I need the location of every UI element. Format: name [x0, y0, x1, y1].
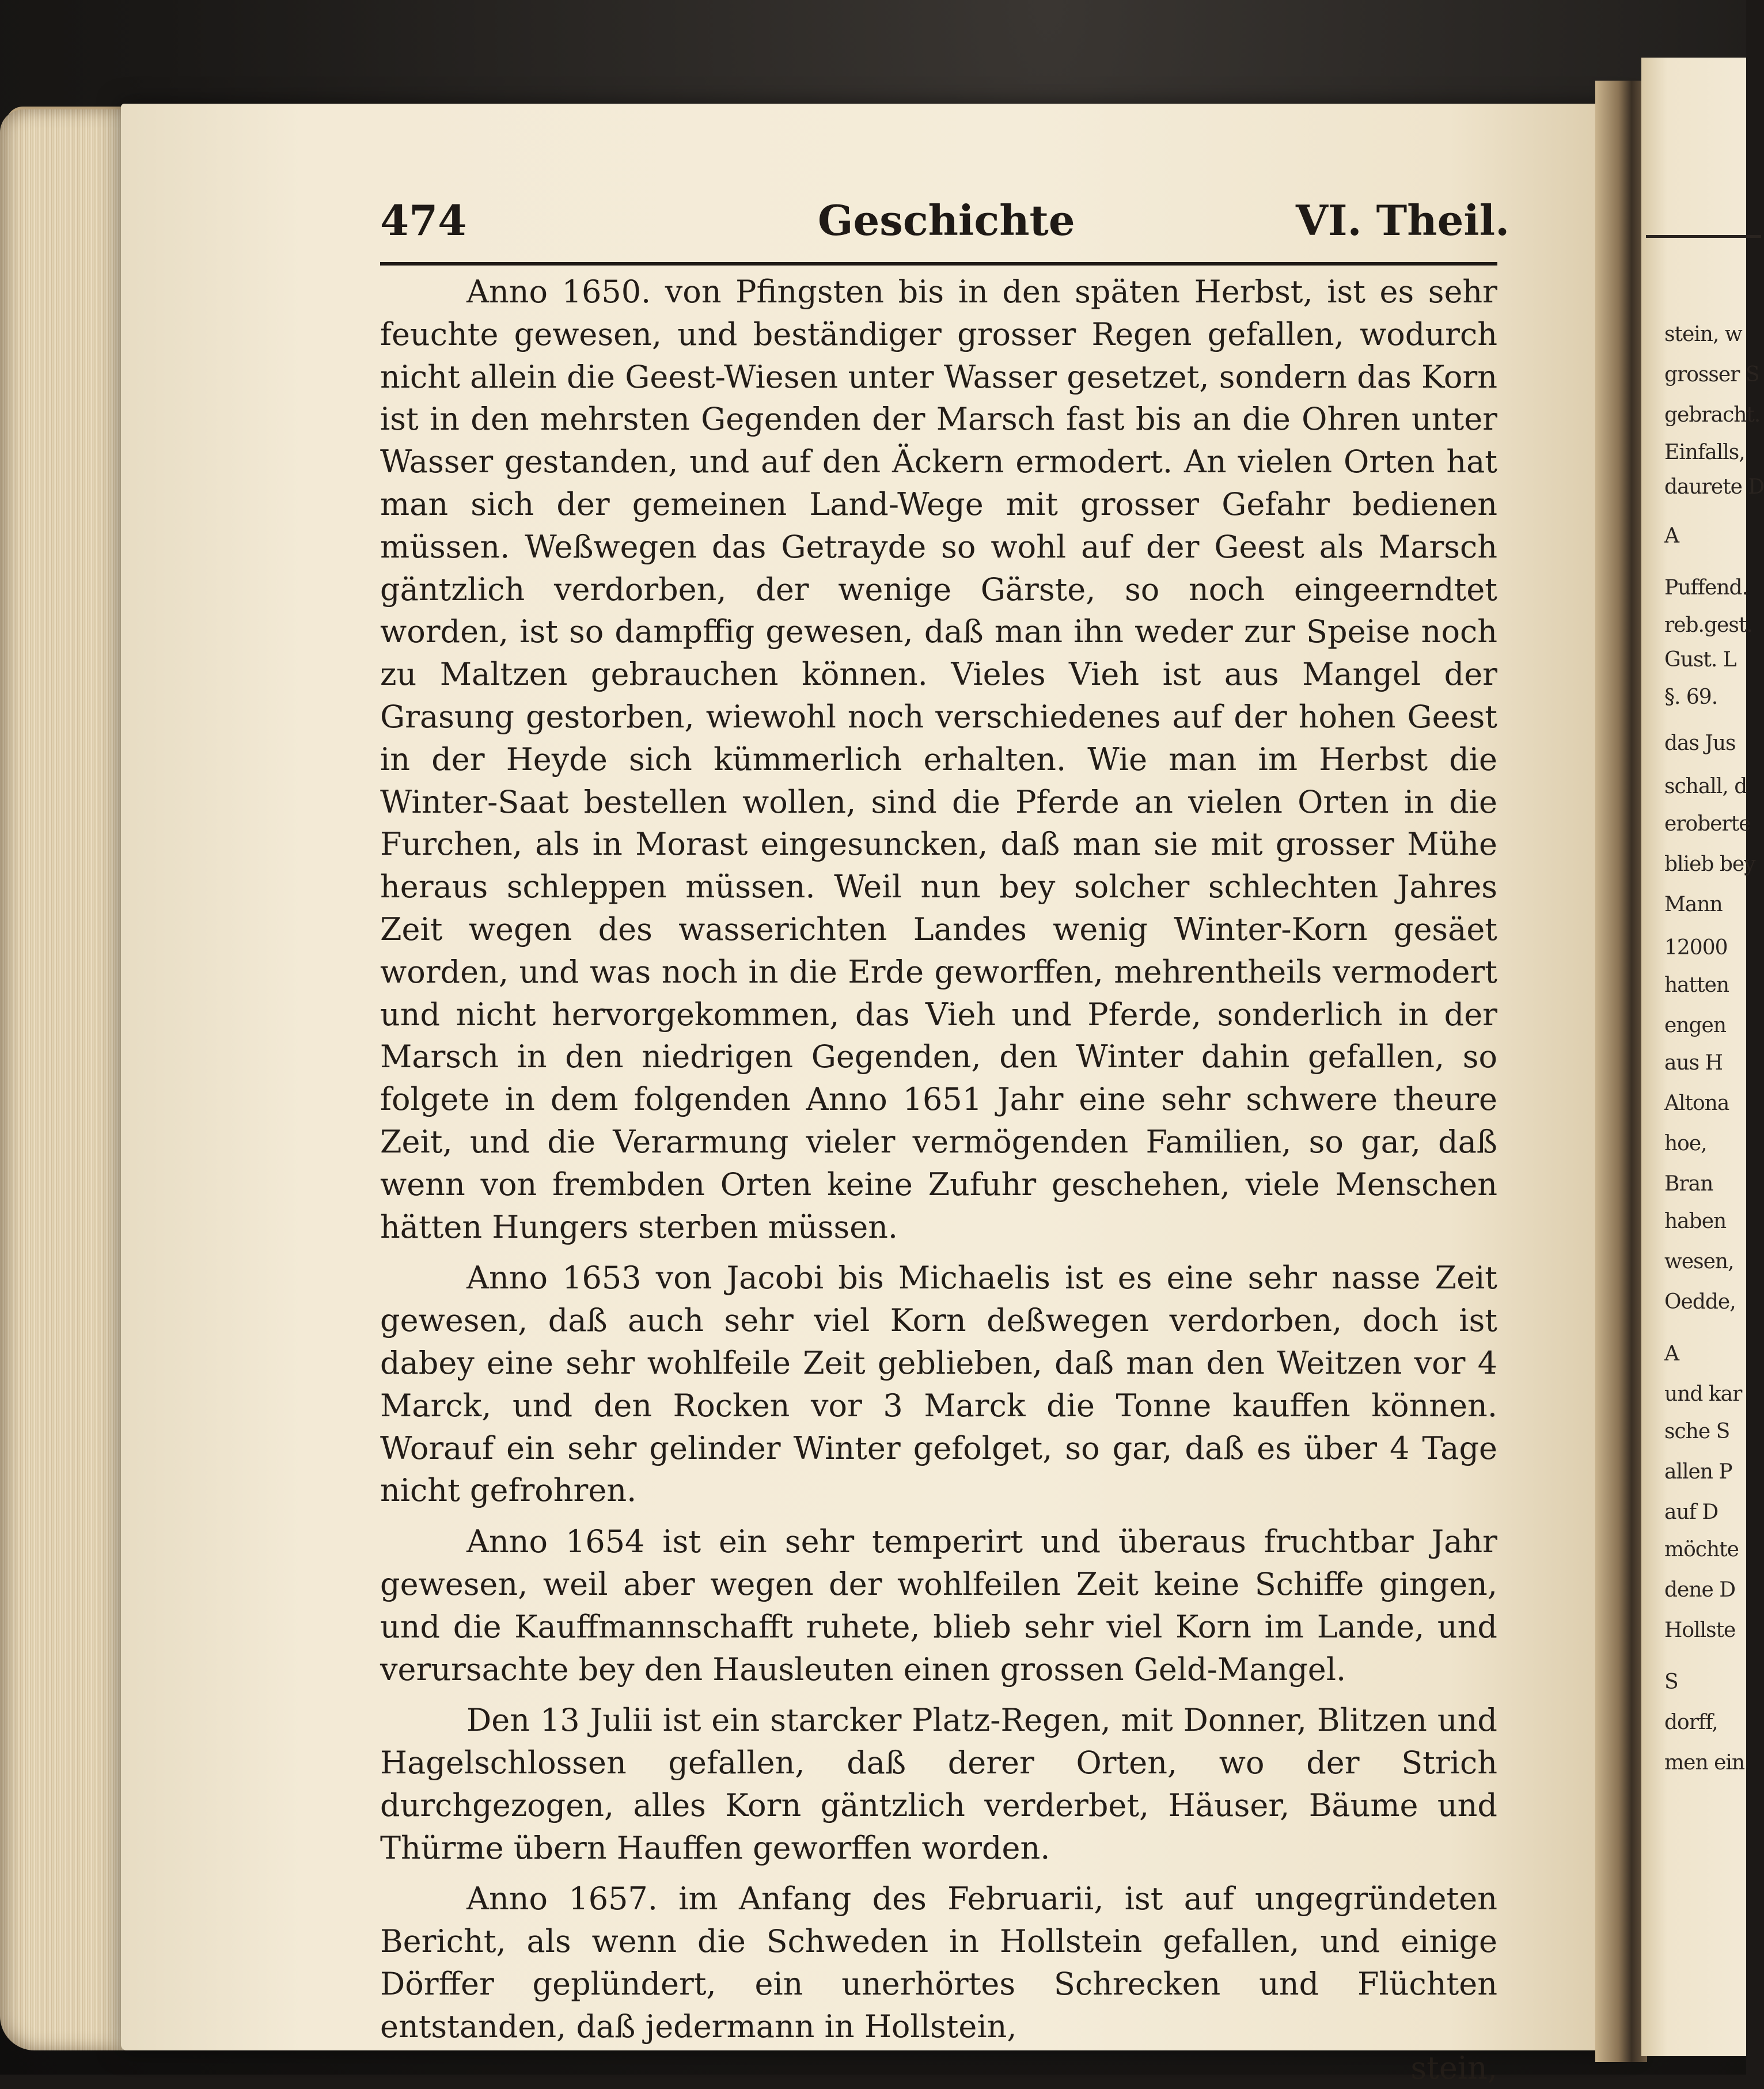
right-page-fragment: reb.gest.	[1664, 613, 1752, 637]
right-page-fragment: Hollste	[1664, 1618, 1736, 1642]
paragraph-text: Anno 1650. von Pfingsten bis in den späten Herbst, ist es sehr feuchte gewesen, und beständiger grosser Regen gefallen, wodurch nicht allein die Geest-Wiesen unter Wasser gesetzet, sondern das Korn ist in den mehrsten Gegenden der Marsch fast bis an die Ohren unter Wasser gestanden, und auf den Äckern ermodert. An vielen Orten hat man sich der gemeinen Land-Wege mit grosser Gefahr bedienen müssen. Weßwegen das Getraydе so wohl auf der Geest als Marsch gäntzlich verdorben, der wenige Gärste, so noch eingeerndtet worden, ist so dampffig gewesen, daß man ihn weder zur Speise noch zu Maltzen gebrauchen können. Vieles Vieh ist aus Mangel der Grasung gestorben, wiewohl noch verschiedenes auf der hohen Geest in der Heyde sich kümmerlich erhalten. Wie man im Herbst die Winter-Saat bestellen wollen, sind die Pferde an vielen Orten in die Furchen, als in Morast eingesuncken, daß man sie mit grosser Mühe heraus schleppen müssen. Weil nun bey solcher schlechten Jahres Zeit wegen des wasserichten Landes wenig Winter-Korn gesäet worden, und was noch in die Erde geworffen, mehrentheils vermodert und nicht hervorgekommen, das Vieh und Pferde, sonderlich in der Marsch in den niedrigen Gegenden, den Winter dahin gefallen, so folgete in dem folgenden Anno 1651 Jahr eine sehr schwere theure Zeit, und die Verarmung vieler vermögenden Familien, so gar, daß wenn von frembden Orten keine Zufuhr geschehen, viele Menschen hätten Hungers sterben müssen.	[380, 274, 1497, 1245]
paragraph-text: Anno 1657. im Anfang des Februarii, ist auf ungegründeten Bericht, als wenn die Schweden in Hollstein gefallen, und einige Dörffer geplündert, ein unerhörtes Schrecken und Flüchten entstanden, daß jedermann in Hollstein,	[380, 1881, 1497, 2045]
right-page-fragment: grosser S	[1664, 363, 1759, 386]
right-page-fragment: gebracht.	[1664, 403, 1761, 427]
right-page-fragment: schall, d	[1664, 775, 1747, 798]
right-page-fragment: hatten	[1664, 973, 1729, 997]
part-label: VI. Theil.	[1296, 196, 1510, 245]
paragraph	[380, 1699, 1497, 1869]
right-page-fragment: sche S	[1664, 1420, 1730, 1443]
right-page-fragment: haben	[1664, 1210, 1727, 1233]
paragraph	[380, 1257, 1497, 1512]
right-page-fragment: Einfalls,	[1664, 441, 1745, 464]
paragraph	[380, 1521, 1497, 1690]
right-page-fragment: das Jus	[1664, 731, 1736, 755]
right-page-fragment: Puffend.	[1664, 576, 1748, 600]
right-page-fragment: eroberte	[1664, 812, 1751, 836]
right-page-fragment: blieb bey	[1664, 852, 1755, 876]
right-page-fragment: hoe,	[1664, 1132, 1707, 1155]
right-page-fragment: und kar	[1664, 1382, 1742, 1406]
right-page-fragment: Altona	[1664, 1091, 1729, 1115]
paragraph	[380, 1878, 1497, 2048]
body-text	[380, 271, 1497, 2089]
header-rule	[380, 262, 1497, 266]
right-page-fragment: Bran	[1664, 1172, 1713, 1196]
right-page-fragment: stein, w	[1664, 323, 1742, 346]
catchword: stein,	[1410, 2049, 1497, 2086]
right-page-fragment: engen	[1664, 1014, 1727, 1037]
book-gutter	[1595, 81, 1647, 2062]
paragraph-text: Anno 1653 von Jacobi bis Michaelis ist es eine sehr nasse Zeit gewesen, daß auch sehr viel Korn deßwegen verdorben, doch ist dabey eine sehr wohlfeile Zeit geblieben, daß man den Weitzen vor 4 Marck, und den Rocken vor 3 Marck die Tonne kauffen können. Worauf ein sehr gelinder Winter gefolget, so gar, daß es über 4 Tage nicht gefrohren.	[380, 1260, 1497, 1509]
right-page-fragment: möchte	[1664, 1538, 1739, 1561]
right-page-fragment: A	[1664, 1342, 1679, 1366]
right-page-fragment: daurete D	[1664, 475, 1764, 499]
right-page-fragment: wesen,	[1664, 1250, 1734, 1273]
paragraph-text: Den 13 Julii ist ein starcker Platz-Regen, mit Donner, Blitzen und Hagelschlossen gefallen, daß derer Orten, wo der Strich durchgezogen, alles Korn gäntzlich verderbet, Häuser, Bäume und Thürme übern Hauffen geworffen worden.	[380, 1702, 1497, 1866]
right-page-fragment: auf D	[1664, 1500, 1719, 1524]
right-page-fragment: Gust. L	[1664, 648, 1736, 672]
right-page-fragment: men ein	[1664, 1751, 1745, 1775]
right-page-fragment: S	[1664, 1670, 1678, 1694]
right-page-fragment: 12000	[1664, 936, 1728, 960]
paragraph-text: Anno 1654 ist ein sehr temperirt und überaus fruchtbar Jahr gewesen, weil aber wegen der wohlfeilen Zeit keine Schiffe gingen, und die Kauffmannschafft ruhete, blieb sehr viel Korn im Lande, und verursachte bey den Hausleuten einen grossen Geld-Mangel.	[380, 1523, 1497, 1688]
right-page-fragment: §. 69.	[1664, 685, 1718, 709]
book-page-right	[1641, 58, 1764, 2056]
right-page-fragment: Mann	[1664, 893, 1723, 916]
page-number: 474	[380, 196, 467, 245]
right-page-fragment: dene D	[1664, 1578, 1736, 1602]
right-page-header-rule	[1646, 235, 1761, 238]
right-page-fragment: Oedde,	[1664, 1290, 1736, 1314]
right-page-fragment: allen P	[1664, 1460, 1732, 1484]
right-page-fragment: A	[1664, 524, 1679, 548]
running-title: Geschichte	[818, 196, 1075, 245]
paragraph	[380, 271, 1497, 1248]
right-page-fragment: dorff,	[1664, 1711, 1718, 1734]
right-page-fragment: aus H	[1664, 1051, 1723, 1075]
